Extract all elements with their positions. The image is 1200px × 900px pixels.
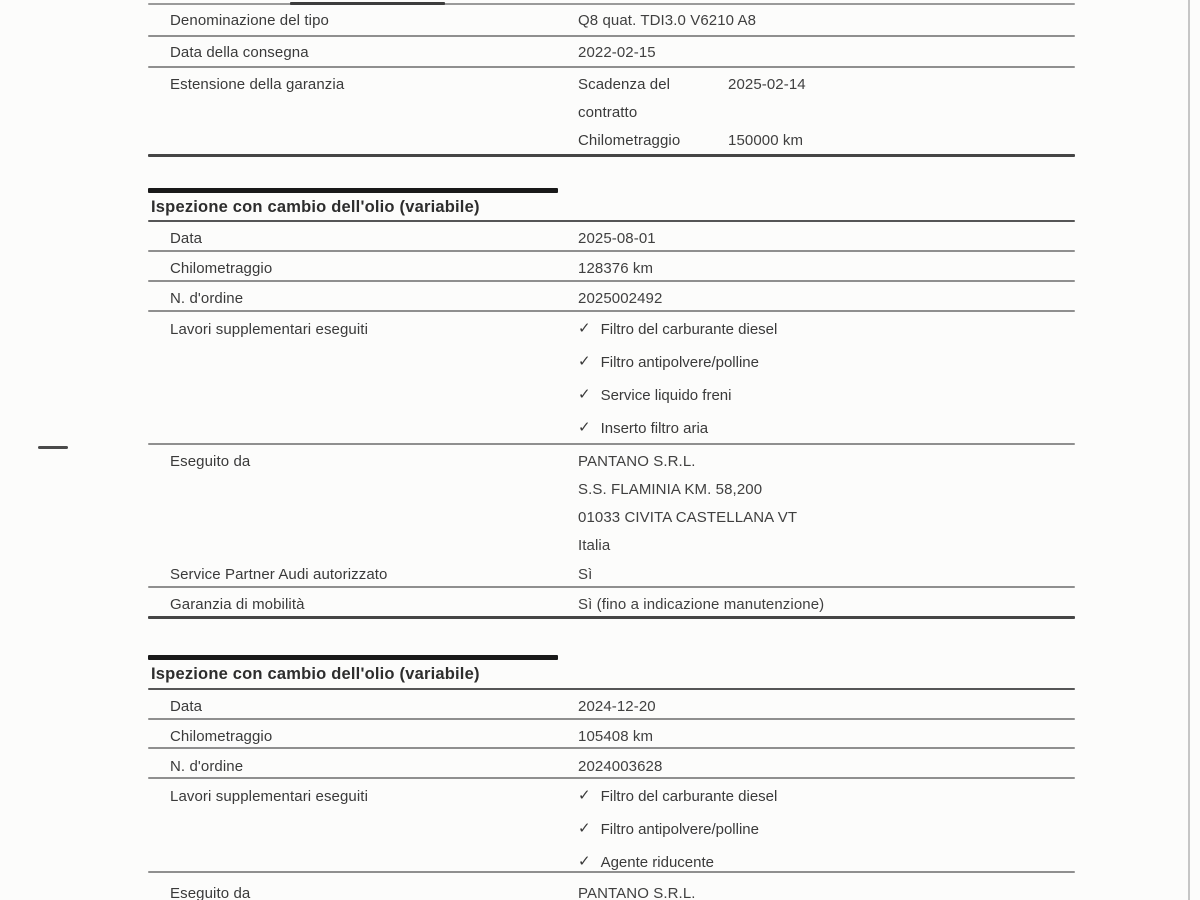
work-item <box>578 353 759 371</box>
work-item-label: Service liquido freni <box>600 387 732 404</box>
divider <box>148 310 1075 312</box>
row-value: 2025-08-01 <box>578 230 656 247</box>
check-icon: ✓ <box>578 853 591 870</box>
work-item-label: Filtro del carburante diesel <box>600 788 778 805</box>
row-value: Sì (fino a indicazione manutenzione) <box>578 596 825 613</box>
work-item-label: Inserto filtro aria <box>600 420 709 437</box>
check-icon: ✓ <box>578 320 591 337</box>
section-title: Ispezione con cambio dell'olio (variabile) <box>151 665 480 683</box>
row-label: Service Partner Audi autorizzato <box>170 566 388 583</box>
row-value: 2022-02-15 <box>578 44 656 61</box>
divider <box>148 443 1075 445</box>
row-value: Q8 quat. TDI3.0 V6210 A8 <box>578 12 757 29</box>
work-item-label: Filtro antipolvere/polline <box>600 821 759 838</box>
divider <box>148 718 1075 720</box>
row-label: Eseguito da <box>170 885 251 900</box>
work-item <box>578 853 714 871</box>
divider <box>148 777 1075 779</box>
warranty-term-label: contratto <box>578 104 638 121</box>
work-item-label: Agente riducente <box>600 854 714 871</box>
row-label: Data <box>170 698 203 715</box>
row-label: Estensione della garanzia <box>170 76 345 93</box>
row-label: Denominazione del tipo <box>170 12 329 29</box>
row-label: Data della consegna <box>170 44 309 61</box>
divider <box>148 35 1075 37</box>
check-icon: ✓ <box>578 820 591 837</box>
work-item-label: Filtro antipolvere/polline <box>600 354 759 371</box>
check-icon: ✓ <box>578 386 591 403</box>
workshop-address: S.S. FLAMINIA KM. 58,200 <box>578 481 763 498</box>
table-end-divider <box>148 616 1075 619</box>
divider <box>148 871 1075 873</box>
section-title: Ispezione con cambio dell'olio (variabile) <box>151 198 480 216</box>
row-label: N. d'ordine <box>170 290 244 307</box>
check-icon: ✓ <box>578 353 591 370</box>
row-value: 128376 km <box>578 260 654 277</box>
work-item <box>578 419 708 437</box>
row-label: Garanzia di mobilità <box>170 596 305 613</box>
divider <box>148 280 1075 282</box>
section-title-underline <box>148 688 1075 690</box>
work-item <box>578 320 777 338</box>
row-label: Lavori supplementari eseguiti <box>170 788 369 805</box>
warranty-mileage-value: 150000 km <box>728 132 804 149</box>
work-item-label: Filtro del carburante diesel <box>600 321 778 338</box>
divider <box>148 586 1075 588</box>
work-item <box>578 386 731 404</box>
check-icon: ✓ <box>578 787 591 804</box>
divider <box>148 3 1075 5</box>
row-label: N. d'ordine <box>170 758 244 775</box>
margin-fold-mark <box>38 446 68 449</box>
section-bar <box>148 655 558 660</box>
row-label: Eseguito da <box>170 453 251 470</box>
divider <box>148 250 1075 252</box>
row-value: Sì <box>578 566 593 583</box>
divider-dark-segment <box>290 2 445 5</box>
table-end-divider <box>148 154 1075 157</box>
row-value: 2025002492 <box>578 290 663 307</box>
row-value: 2024003628 <box>578 758 663 775</box>
row-label: Chilometraggio <box>170 728 273 745</box>
section-title-underline <box>148 220 1075 222</box>
workshop-name: PANTANO S.R.L. <box>578 453 696 470</box>
row-label: Chilometraggio <box>170 260 273 277</box>
warranty-term-label: Scadenza del <box>578 76 671 93</box>
check-icon: ✓ <box>578 419 591 436</box>
work-item <box>578 787 777 805</box>
warranty-term-value: 2025-02-14 <box>728 76 806 93</box>
work-item <box>578 820 759 838</box>
workshop-country: Italia <box>578 537 611 554</box>
section-bar <box>148 188 558 193</box>
warranty-mileage-label: Chilometraggio <box>578 132 681 149</box>
row-label: Data <box>170 230 203 247</box>
workshop-city: 01033 CIVITA CASTELLANA VT <box>578 509 798 526</box>
row-value: 105408 km <box>578 728 654 745</box>
workshop-name: PANTANO S.R.L. <box>578 885 696 900</box>
divider <box>148 747 1075 749</box>
row-label: Lavori supplementari eseguiti <box>170 321 369 338</box>
divider <box>148 66 1075 68</box>
row-value: 2024-12-20 <box>578 698 656 715</box>
page-edge-line <box>1188 0 1190 900</box>
